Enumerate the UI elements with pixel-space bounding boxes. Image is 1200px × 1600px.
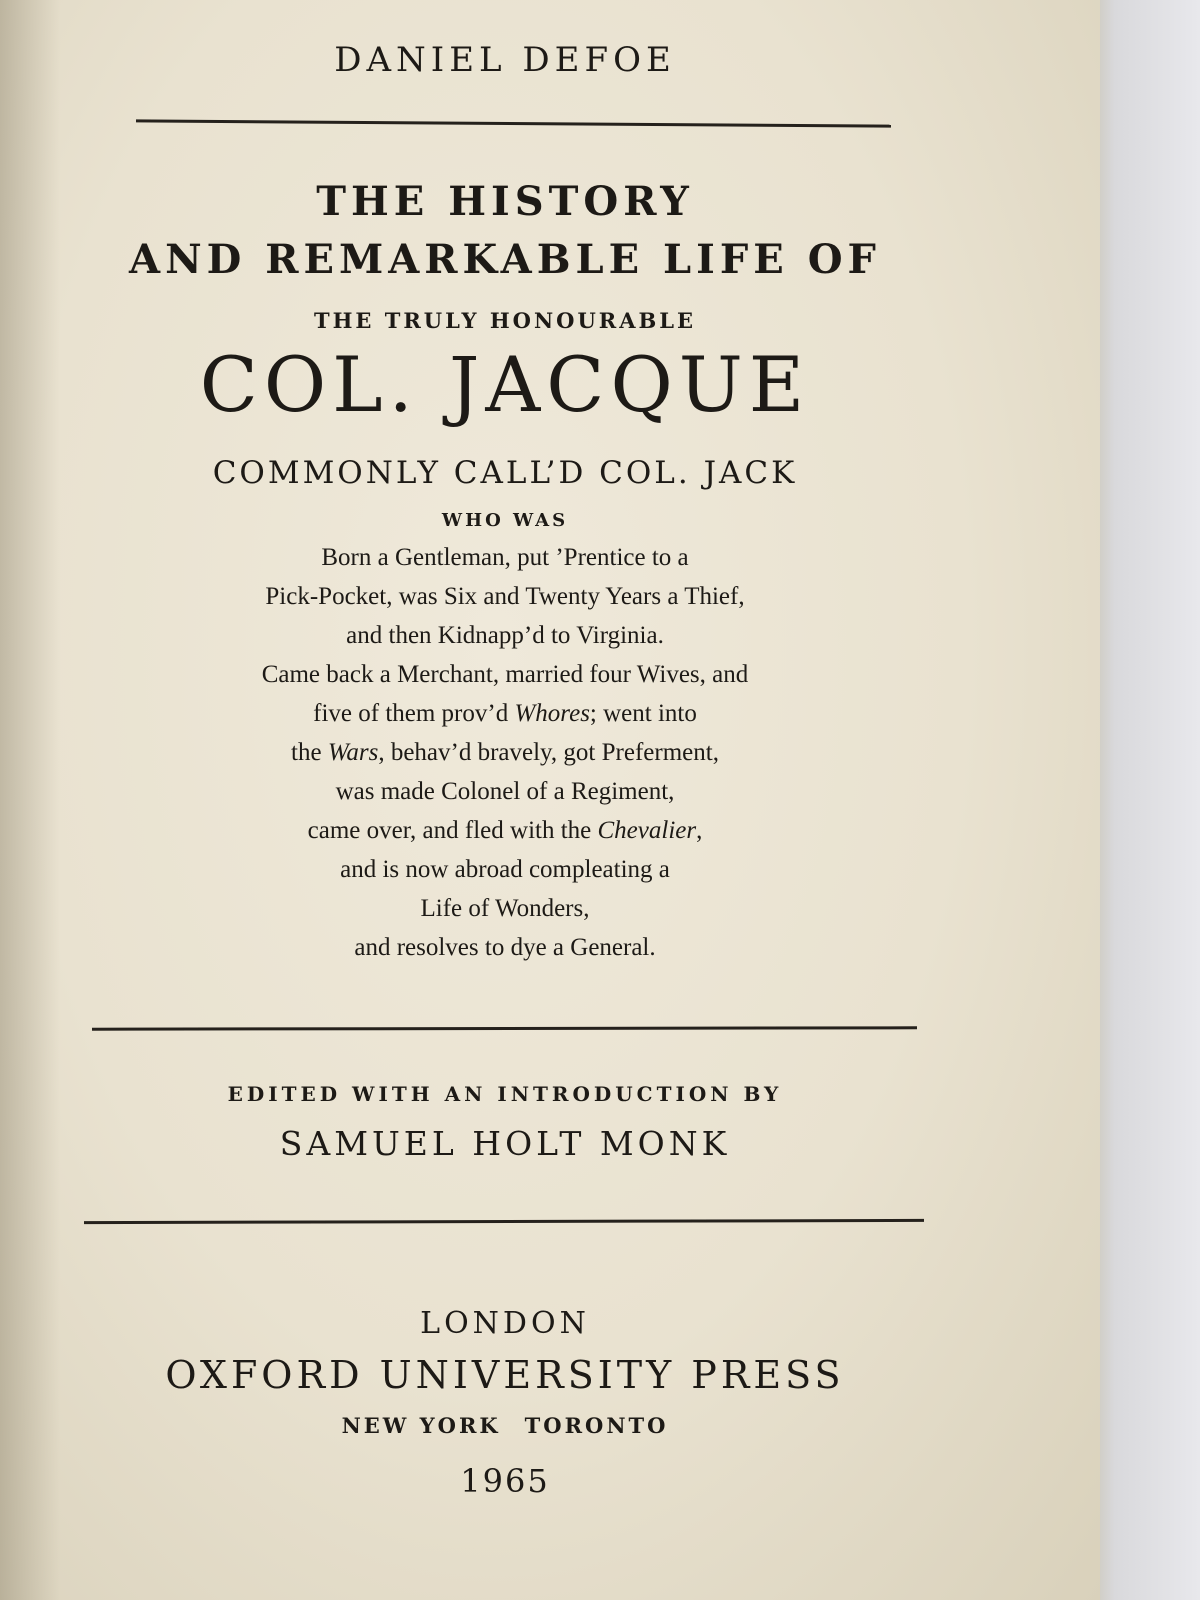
description-line-5a: five of them prov’d xyxy=(313,700,515,727)
subtitle: COMMONLY CALL’D COL. JACK xyxy=(212,455,798,491)
city-new-york: NEW YORK xyxy=(341,1413,501,1438)
description-line-10: Life of Wonders, xyxy=(420,895,590,922)
publication-year: 1965 xyxy=(460,1462,550,1500)
description-italic-whores: Whores xyxy=(514,700,590,727)
description-line-3: and then Kidnapp’d to Virginia. xyxy=(346,622,664,649)
title-line-1: THE HISTORY xyxy=(316,178,694,225)
description-line-8 xyxy=(0,811,1010,850)
background-surface xyxy=(1085,0,1200,1600)
publisher-city: LONDON xyxy=(420,1306,590,1341)
editor-name: SAMUEL HOLT MONK xyxy=(279,1124,731,1163)
description-line-1: Born a Gentleman, put ’Prentice to a xyxy=(321,544,689,571)
description-line-9: and is now abroad compleating a xyxy=(340,856,670,883)
publisher-name: OXFORD UNIVERSITY PRESS xyxy=(165,1353,845,1397)
main-title: COL. JACQUE xyxy=(199,340,811,429)
description-italic-chevalier: Chevalier xyxy=(597,817,697,844)
description xyxy=(0,538,1010,967)
description-line-7: was made Colonel of a Regiment, xyxy=(335,778,675,805)
description-line-8a: came over, and fled with the xyxy=(307,817,598,844)
description-line-8c: , xyxy=(696,817,703,844)
description-line-11: and resolves to dye a General. xyxy=(354,934,656,961)
author-name: DANIEL DEFOE xyxy=(334,40,676,80)
description-line-6c: , behav’d bravely, got Preferment, xyxy=(378,739,719,766)
edited-by: EDITED WITH AN INTRODUCTION BY xyxy=(227,1082,783,1106)
description-italic-wars: Wars xyxy=(327,739,379,766)
description-line-4: Came back a Merchant, married four Wives, and xyxy=(261,661,749,688)
honourific: THE TRULY HONOURABLE xyxy=(313,308,697,333)
city-toronto: TORONTO xyxy=(524,1413,669,1438)
title-line-2: AND REMARKABLE LIFE OF xyxy=(129,236,881,283)
description-line-5 xyxy=(0,694,1010,733)
who-was: WHO WAS xyxy=(441,510,569,531)
bottom-rule xyxy=(84,1219,924,1224)
description-line-6 xyxy=(0,733,1010,772)
description-line-2: Pick-Pocket, was Six and Twenty Years a Thief, xyxy=(265,583,745,610)
other-cities xyxy=(0,1413,1010,1438)
description-line-6a: the xyxy=(291,739,328,766)
top-rule xyxy=(136,119,891,127)
middle-rule xyxy=(92,1026,917,1030)
description-line-5c: ; went into xyxy=(589,700,697,727)
